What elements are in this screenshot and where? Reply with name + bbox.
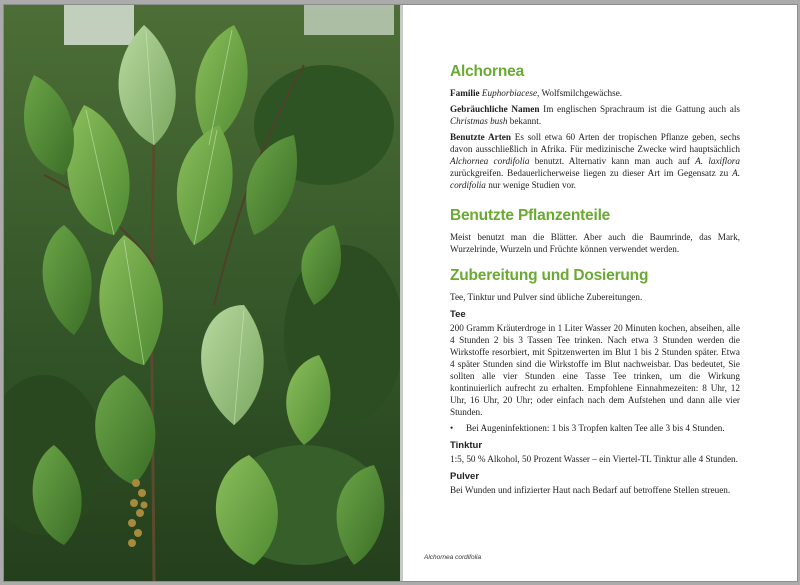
arten-p2: benutzt. Alternativ kann man auch auf [529,156,696,166]
zubereitung-heading: Zubereitung und Dosierung [450,267,649,284]
namen-text: Im englischen Sprachraum ist die Gattung auch als [539,104,740,114]
namen-end: bekannt. [507,116,542,126]
arten-i3: A. cordifolia [450,168,740,190]
pulver-text: Bei Wunden und infizierter Haut nach Bedarf auf betroffene Stellen streuen. [450,485,731,495]
alchornea-leaves-image [4,5,400,581]
arten-i2: A. laxiflora [695,156,740,166]
arten-p4: nur wenige Studien vor. [485,180,576,190]
page-text [450,63,740,500]
bullet-dot: • [450,423,454,433]
tee-text: 200 Gramm Kräuterdroge in 1 Liter Wasser 20 Minuten kochen, abseihen, alle 4 Stunden 2 bis 3 Tassen Tee trinken. Nach etwa 3 Stunden werden die Wirkstoffe resorbiert, mit Spitzenwerten im Blut 1 bis 2 Stunden später. Etwa 4 später Stunden sind die Wirkstoffe im Blut nachweisbar. Das bedeutet, Sie sollten alle vier Stunden eine Tasse Tee trinken, um die Wirkung kontinuierlich aufrecht zu erhalten. Empfohlene Einnahmezeiten: 8 Uhr, 12 Uhr, 16 Uhr, 20 Uhr; oder einfach nach dem Aufstehen und dann alle vier Stunden. [450,323,740,417]
page-gutter [400,5,403,581]
namen-paragraph [450,103,740,127]
tee-heading: Tee [450,309,466,320]
arten-p3: zurückgreifen. Bedauerlicherweise liegen zu dieser Art im Gegensatz zu [450,168,733,178]
arten-paragraph [450,131,740,191]
zubereitung-intro: Tee, Tinktur und Pulver sind übliche Zubereitungen. [450,292,643,302]
namen-italic: Christmas bush [450,116,508,126]
familie-rest: , Wolfsmilchgewächse. [537,88,623,98]
arten-i1: Alchornea cordifolia [450,156,530,166]
familie-name: Euphorbiacese [481,88,538,98]
plant-title: Alchornea [450,63,524,80]
arten-p1: Es soll etwa 60 Arten der tropischen Pflanze geben, sechs davon ausschließlich in Afrika. Für medizinische Zwecke wird hauptsächlich [450,132,740,154]
tinktur-heading: Tinktur [450,440,483,451]
namen-label: Gebräuchliche Namen [450,104,540,114]
familie-label: Familie [450,88,480,98]
pulver-heading: Pulver [450,471,480,482]
tee-bullet [450,422,740,434]
tee-bullet-text: Bei Augeninfektionen: 1 bis 3 Tropfen kalten Tee alle 3 bis 4 Stunden. [466,423,725,433]
tinktur-text: 1:5, 50 % Alkohol, 50 Prozent Wasser – ein Viertel-TL Tinktur alle 4 Stunden. [450,454,738,464]
photo-caption: Alchornea cordifolia [424,554,482,561]
familie-paragraph [450,87,740,99]
pflanzenteile-text: Meist benutzt man die Blätter. Aber auch die Baumrinde, das Mark, Wurzelrinde, Wurzeln und Früchte können verwendet werden. [450,232,740,254]
arten-label: Benutzte Arten [450,132,511,142]
book-spread [3,4,798,582]
pflanzenteile-heading: Benutzte Pflanzenteile [450,207,611,224]
plant-photo [4,5,400,581]
